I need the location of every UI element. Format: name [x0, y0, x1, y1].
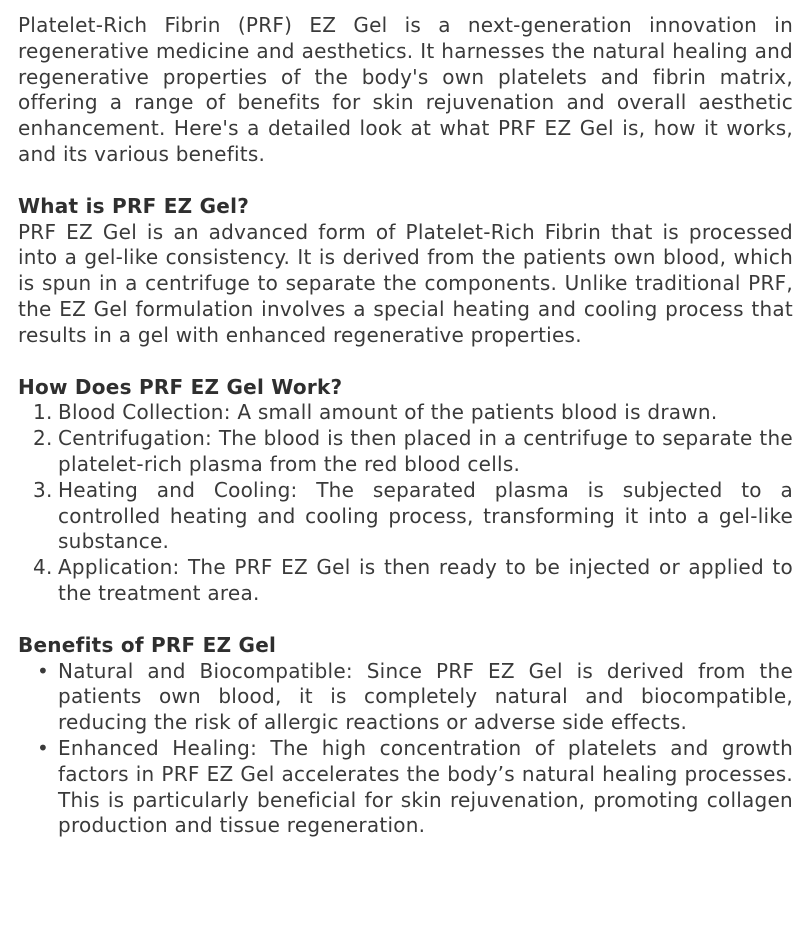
list-item: [18, 555, 793, 607]
step-text: Heating and Cooling: The separated plasma is subjected to a controlled heating and cooling process, transforming it into a gel-like substance.: [58, 477, 793, 554]
spacer: [18, 349, 793, 375]
spacer: [18, 168, 793, 194]
how-steps-list: [18, 400, 793, 606]
step-text: Blood Collection: A small amount of the patients blood is drawn.: [58, 400, 718, 425]
list-item: [18, 400, 793, 426]
how-heading: How Does PRF EZ Gel Work?: [18, 374, 343, 399]
list-item: [18, 478, 793, 555]
step-number: 1.: [33, 400, 53, 425]
benefits-list: [18, 659, 793, 840]
list-item: [18, 659, 793, 736]
benefit-text: Enhanced Healing: The high concentration of platelets and growth factors in PRF EZ Gel accelerates the body’s natural healing processes. This is particularly beneficial for skin rejuvenation, promoting collagen production and tissue regeneration.: [58, 735, 793, 838]
intro-paragraph: Platelet-Rich Fibrin (PRF) EZ Gel is a next-generation innovation in regenerative medicine and aesthetics. It harnesses the natural healing and regenerative properties of the body's own platelets and fibrin matrix, offering a range of benefits for skin rejuvenation and overall aesthetic enhancement. Here's a detailed look at what PRF EZ Gel is, how it works, and its various benefits.: [18, 13, 793, 166]
list-item: [18, 426, 793, 478]
step-number: 2.: [33, 426, 53, 451]
benefit-text: Natural and Biocompatible: Since PRF EZ Gel is derived from the patients own blood, it is completely natural and biocompatible, reducing the risk of allergic reactions or adverse side effects.: [58, 658, 793, 735]
step-number: 4.: [33, 555, 53, 580]
step-text: Application: The PRF EZ Gel is then ready to be injected or applied to the treatment area.: [58, 555, 793, 605]
what-paragraph: PRF EZ Gel is an advanced form of Platelet-Rich Fibrin that is processed into a gel-like consistency. It is derived from the patients own blood, which is spun in a centrifuge to separate the components. Unlike traditional PRF, the EZ Gel formulation involves a special heating and cooling process that results in a gel with enhanced regenerative properties.: [18, 219, 793, 347]
benefits-heading: Benefits of PRF EZ Gel: [18, 632, 277, 657]
what-heading: What is PRF EZ Gel?: [18, 193, 250, 218]
step-number: 3.: [33, 477, 53, 502]
step-text: Centrifugation: The blood is then placed in a centrifuge to separate the platelet-rich plasma from the red blood cells.: [58, 426, 793, 476]
bullet-icon: •: [37, 658, 50, 683]
bullet-icon: •: [37, 735, 50, 760]
spacer: [18, 607, 793, 633]
list-item: [18, 736, 793, 839]
